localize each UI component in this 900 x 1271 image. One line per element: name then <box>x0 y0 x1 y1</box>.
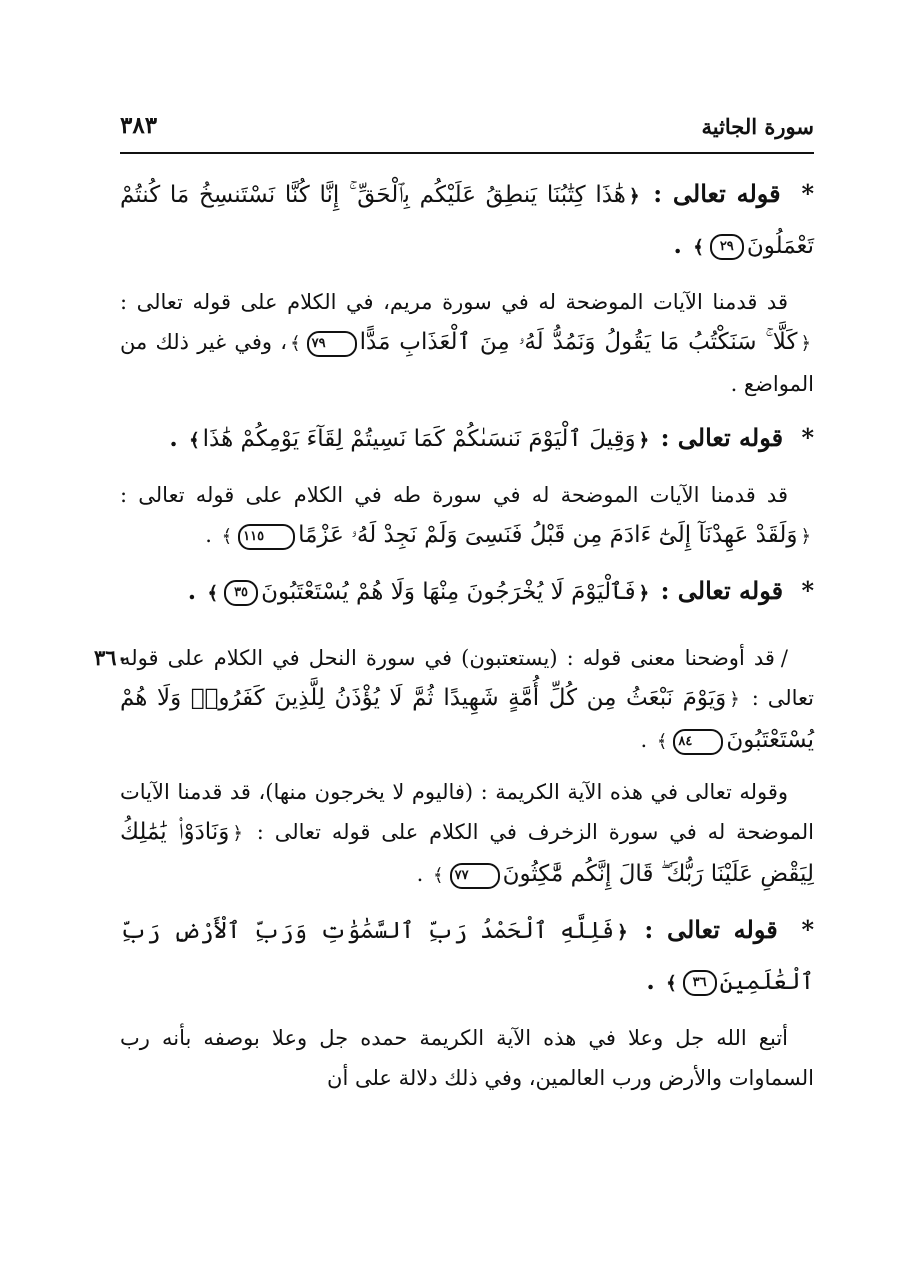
quran-verse: وَلَقَدْ عَهِدْنَآ إِلَىٰٓ ءَادَمَ مِن قَبْلُ فَنَسِىَ وَلَمْ نَجِدْ لَهُۥ عَزْمًا <box>298 522 798 548</box>
quran-verse: فَلِلَّهِ ٱلْحَمْدُ رَبِّ ٱلسَّمَٰوَٰتِ وَرَبِّ ٱلْأَرْضِ رَبِّ ٱلْعَٰلَمِينَ <box>120 918 814 995</box>
star-icon: * <box>801 423 814 452</box>
quran-verse: وَنَادَوْا۟ يَٰمَٰلِكُ لِيَقْضِ عَلَيْنَا رَبُّكَ ۖ قَالَ إِنَّكُم مَّٰكِثُونَ <box>120 819 814 887</box>
close-ornament-icon: ﴾ <box>189 430 200 451</box>
close-ornament-icon: ﴾ <box>433 865 444 886</box>
ayah-number: ٧٧ <box>450 863 500 889</box>
close-ornament-icon: ﴾ <box>207 583 219 604</box>
surah-title: سورة الجاثية <box>701 114 814 139</box>
commentary-text: قد قدمنا الآيات الموضحة له في سورة مريم، في الكلام على قوله تعالى : <box>120 290 788 314</box>
quran-verse: هَٰذَا كِتَٰبُنَا يَنطِقُ عَلَيْكُم بِٱلْحَقِّ ۚ إِنَّا كُنَّا نَسْتَنسِخُ مَا كُنتُمْ تَعْمَلُونَ <box>120 182 814 259</box>
ayah-number: ٣٦ <box>683 970 717 996</box>
period: . <box>169 423 178 452</box>
ayah-number: ٧٩ <box>307 331 357 357</box>
quran-verse: وَيَوْمَ نَبْعَثُ مِن كُلِّ أُمَّةٍ شَهِيدًا ثُمَّ لَا يُؤْذَنُ لِلَّذِينَ كَفَرُوا۟ وَلَا هُمْ يُسْتَعْتَبُونَ <box>120 685 814 753</box>
open-ornament-icon: ﴿ <box>638 583 650 604</box>
quran-verse: وَقِيلَ ٱلْيَوْمَ نَنسَىٰكُمْ كَمَا نَسِيتُمْ لِقَآءَ يَوْمِكُمْ هَٰذَا <box>202 426 636 452</box>
commentary-paragraph <box>120 772 814 896</box>
verse-heading-29 <box>120 170 814 272</box>
open-ornament-icon: ﴿ <box>232 823 243 844</box>
open-ornament-icon: ﴿ <box>729 689 740 710</box>
ayah-number: ٣٥ <box>224 580 258 606</box>
commentary-paragraph <box>120 475 814 557</box>
close-ornament-icon: ﴾ <box>290 333 301 354</box>
commentary-text: قد قدمنا الآيات الموضحة له في سورة طه في الكلام على قوله تعالى : <box>120 483 788 507</box>
star-icon: * <box>801 179 815 208</box>
star-icon: * <box>801 576 814 605</box>
ayah-number: ١١٥ <box>238 524 295 550</box>
heading-lead: قوله تعالى : <box>644 915 778 944</box>
close-ornament-icon: ﴾ <box>693 237 704 258</box>
commentary-paragraph <box>94 638 814 762</box>
margin-page-number: ٣٦٠ <box>94 645 128 670</box>
commentary-text: ، وفي غير ذلك من المواضع . <box>120 330 814 396</box>
ayah-number: ٢٩ <box>710 234 744 260</box>
quran-verse: كَلَّا ۚ سَنَكْتُبُ مَا يَقُولُ وَنَمُدُّ لَهُۥ مِنَ ٱلْعَذَابِ مَدًّا <box>359 329 798 355</box>
page-break-marker: / <box>780 646 788 670</box>
open-ornament-icon: ﴿ <box>800 526 811 547</box>
heading-lead: قوله تعالى : <box>660 423 784 452</box>
close-ornament-icon: ﴾ <box>656 731 668 752</box>
page-body <box>94 170 815 1108</box>
commentary-text: أتبع الله جل وعلا في هذه الآية الكريمة حمده جل وعلا بوصفه بأنه رب السماوات والأرض ورب العالمين، وفي ذلك دلالة على أن <box>120 1026 814 1090</box>
verse-heading-34 <box>120 414 814 465</box>
quran-verse: فَٱلْيَوْمَ لَا يُخْرَجُونَ مِنْهَا وَلَا هُمْ يُسْتَعْتَبُونَ <box>261 579 636 605</box>
open-ornament-icon: ﴿ <box>617 922 628 943</box>
page-number: ٣٨٣ <box>120 112 158 139</box>
close-ornament-icon: ﴾ <box>666 973 677 994</box>
open-ornament-icon: ﴿ <box>638 430 650 451</box>
commentary-text: قد أوضحنا معنى قوله : (يستعتبون) في سورة النحل في الكلام على قوله تعالى : <box>120 646 814 710</box>
commentary-text: وقوله تعالى في هذه الآية الكريمة : (فاليوم لا يخرجون منها)، قد قدمنا الآيات الموضحة له في سورة الزخرف في الكلام على قوله تعالى : <box>120 780 815 844</box>
ayah-number: ٨٤ <box>673 729 723 755</box>
period: . <box>646 966 655 995</box>
period: . <box>205 523 212 547</box>
book-page <box>94 0 815 1271</box>
close-ornament-icon: ﴾ <box>221 526 233 547</box>
period: . <box>673 230 682 259</box>
verse-heading-36 <box>120 906 814 1008</box>
open-ornament-icon: ﴿ <box>628 186 640 207</box>
open-ornament-icon: ﴿ <box>800 333 811 354</box>
page-header <box>120 112 814 154</box>
period: . <box>640 728 648 752</box>
heading-lead: قوله تعالى : <box>660 576 784 605</box>
commentary-paragraph <box>120 282 814 404</box>
star-icon: * <box>801 915 815 944</box>
period: . <box>416 862 424 886</box>
verse-heading-35 <box>120 567 814 618</box>
heading-lead: قوله تعالى : <box>653 179 781 208</box>
commentary-paragraph <box>120 1018 814 1098</box>
period: . <box>187 576 197 605</box>
